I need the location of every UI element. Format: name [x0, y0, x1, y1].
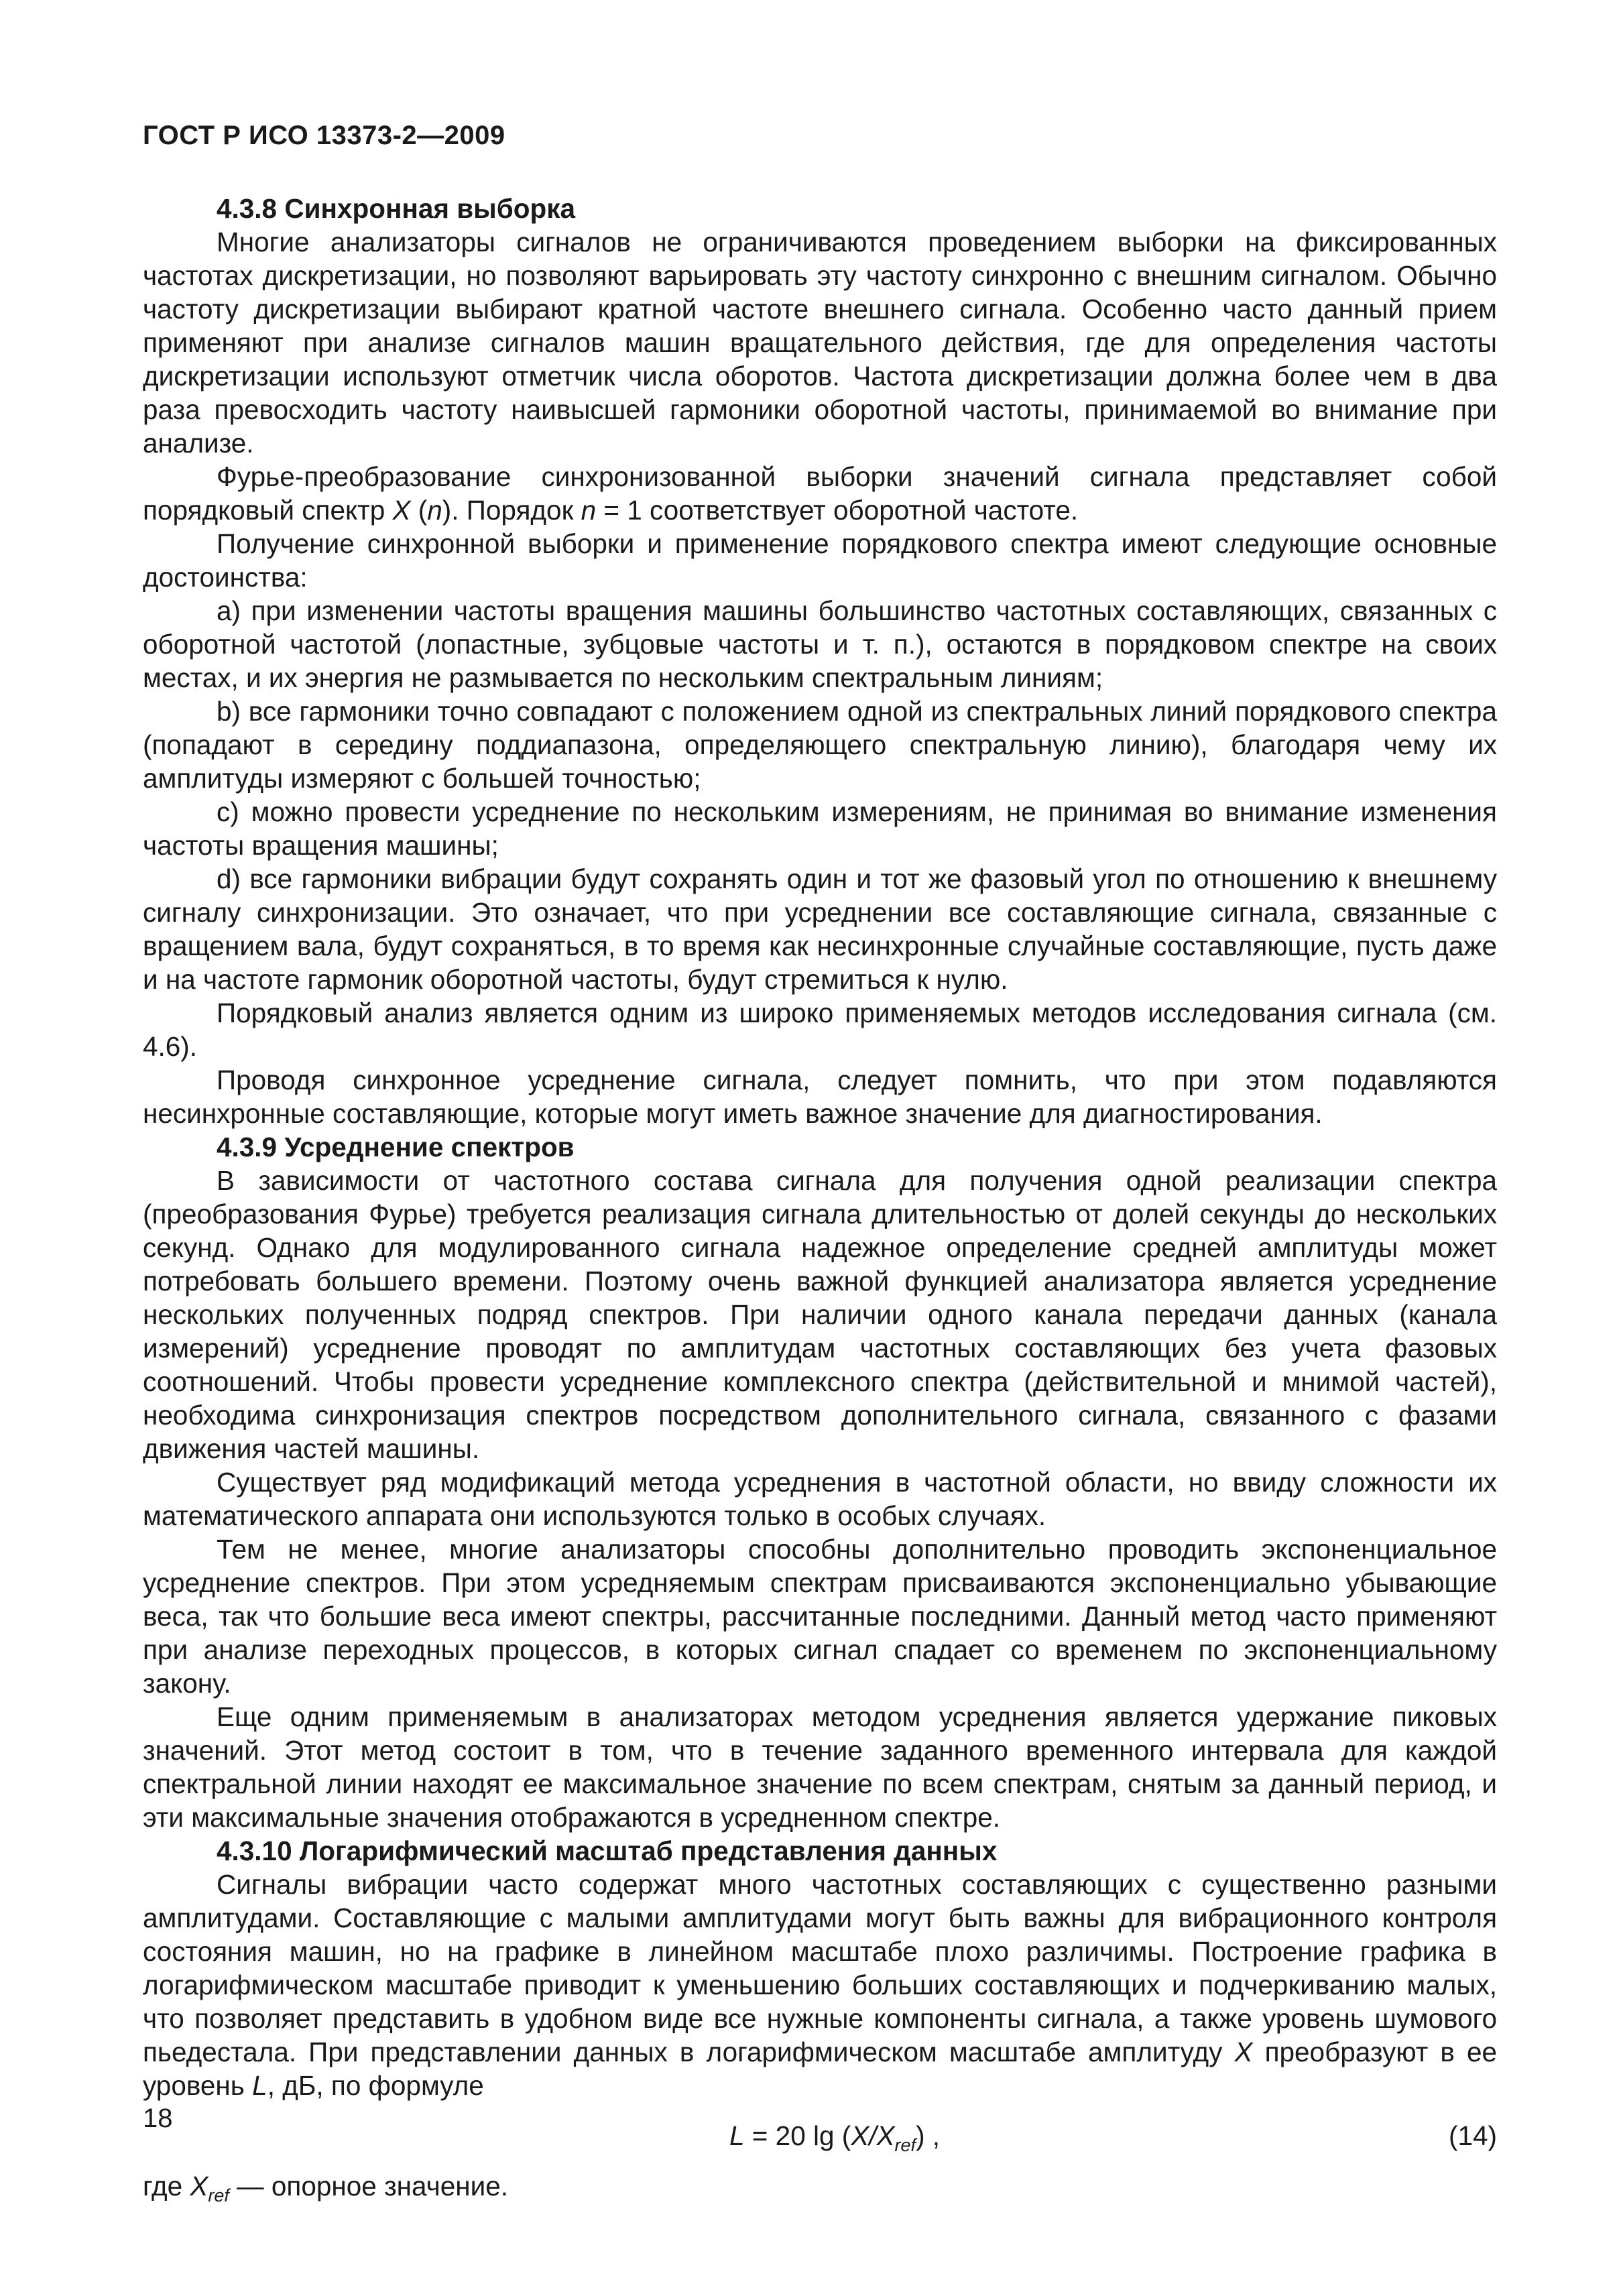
paragraph: Существует ряд модификаций метода усреднения в частотной области, но ввиду сложности их математического аппарата они используются только в особых случаях.	[143, 1467, 1497, 1531]
math-symbol: X	[392, 495, 411, 526]
text-run: Фурье-преобразование синхронизованной выборки значений сигнала представляет собой порядковый спектр	[143, 461, 1497, 526]
text-run: (	[410, 495, 428, 526]
formula-14	[143, 2102, 1497, 2169]
paragraph	[143, 1868, 1497, 2102]
math-symbol: /	[869, 2120, 877, 2151]
math-symbol: X	[190, 2171, 208, 2201]
text-run: = 1 соответствует оборотной частоте.	[596, 495, 1079, 526]
paragraph	[143, 460, 1497, 527]
text-run: где	[143, 2171, 190, 2201]
list-item-b: b) все гармоники точно совпадают с положением одной из спектральных линий порядкового спектра (попадают в середину поддиапазона, определяющего спектральную линию), благодаря чему их амплитуды измеряют с большей точностью;	[143, 696, 1497, 794]
math-subscript: ref	[208, 2185, 229, 2206]
section-title-4-3-8: 4.3.8 Синхронная выборка	[217, 193, 576, 224]
text-run: Сигналы вибрации часто содержат много частотных составляющих с существенно разными амплитудами. Составляющие с малыми амплитудами могут быть важны для вибрационного контроля состояния машин, но на графике в линейном масштабе плохо различимы. Построение графика в логарифмическом масштабе приводит к уменьшению больших составляющих и подчеркиванию малых, что позволяет представить в удобном виде все нужные компоненты сигнала, а также уровень шумового пьедестала. При представлении данных в логарифмическом масштабе амплитуду	[143, 1869, 1497, 2067]
math-symbol: X	[876, 2120, 895, 2151]
paragraph: В зависимости от частотного состава сигнала для получения одной реализации спектра (преобразования Фурье) требуется реализация сигнала длительностью от долей секунды до нескольких секунд. Однако для модулированного сигнала надежное определение средней амплитуды может потребовать большего времени. Поэтому очень важной функцией анализатора является усреднение нескольких полученных подряд спектров. При наличии одного канала передачи данных (канала измерений) усреднение проводят по амплитудам частотных составляющих без учета фазовых соотношений. Чтобы провести усреднение комплексного спектра (действительной и мнимой частей), необходима синхронизация спектров посредством дополнительного сигнала, связанного с фазами движения частей машины.	[143, 1165, 1497, 1464]
paragraph: Порядковый анализ является одним из широко применяемых методов исследования сигнала (см. 4.6).	[143, 998, 1497, 1062]
formula-expression	[729, 2102, 940, 2179]
section-title-4-3-10: 4.3.10 Логарифмический масштаб представления данных	[217, 1835, 998, 1866]
text-run: = 20 lg (	[744, 2120, 851, 2151]
text-run: преобразуют в ее уровень	[143, 2037, 1497, 2101]
paragraph: Проводя синхронное усреднение сигнала, следует помнить, что при этом подавляются несинхронные составляющие, которые могут иметь важное значение для диагностирования.	[143, 1065, 1497, 1129]
paragraph: Многие анализаторы сигналов не ограничиваются проведением выборки на фиксированных частотах дискретизации, но позволяют варьировать эту частоту синхронно с внешним сигналом. Обычно частоту дискретизации выбирают кратной частоте внешнего сигнала. Особенно часто данный прием применяют при анализе сигналов машин вращательного действия, где для определения частоты дискретизации используют отметчик числа оборотов. Частота дискретизации должна более чем в два раза превосходить частоту наивысшей гармоники оборотной частоты, принимаемой во внимание при анализе.	[143, 227, 1497, 459]
page-number: 18	[143, 2104, 173, 2133]
section-title-4-3-9: 4.3.9 Усреднение спектров	[217, 1132, 575, 1162]
formula-number: (14)	[1448, 2120, 1497, 2151]
math-symbol: n	[581, 495, 597, 526]
math-symbol: n	[427, 495, 442, 526]
paragraph: Получение синхронной выборки и применение порядкового спектра имеют следующие основные достоинства:	[143, 528, 1497, 593]
list-item-c: c) можно провести усреднение по нескольким измерениям, не принимая во внимание изменения частоты вращения машины;	[143, 796, 1497, 861]
math-symbol: L	[252, 2070, 267, 2101]
list-item-a: a) при изменении частоты вращения машины большинство частотных составляющих, связанных с оборотной частотой (лопастные, зубцовые частоты и т. п.), остаются в порядковом спектре на своих местах, и их энергия не размывается по нескольким спектральным линиям;	[143, 595, 1497, 693]
text-run: , дБ, по формуле	[267, 2070, 484, 2101]
text-run: ) ,	[916, 2120, 941, 2151]
text-run: — опорное значение.	[229, 2171, 509, 2201]
math-symbol: L	[729, 2120, 745, 2151]
paragraph: Еще одним применяемым в анализаторах методом усреднения является удержание пиковых значений. Этот метод состоит в том, что в течение заданного временного интервала для каждой спектральной линии находят ее максимальное значение по всем спектрам, снятым за данный период, и эти максимальные значения отображаются в усредненном спектре.	[143, 1701, 1497, 1833]
page-content	[143, 192, 1497, 2212]
list-item-d: d) все гармоники вибрации будут сохранять один и тот же фазовый угол по отношению к внешнему сигналу синхронизации. Это означает, что при усреднении все составляющие сигнала, связанные с вращением вала, будут сохраняться, в то время как несинхронные случайные составляющие, пусть даже и на частоте гармоник оборотной частоты, будут стремиться к нулю.	[143, 863, 1497, 995]
standard-header: ГОСТ Р ИСО 13373-2—2009	[143, 121, 505, 150]
text-run: ). Порядок	[442, 495, 581, 526]
math-symbol: X	[1234, 2037, 1253, 2067]
math-subscript: ref	[894, 2135, 916, 2155]
paragraph: Тем не менее, многие анализаторы способны дополнительно проводить экспоненциальное усреднение спектров. При этом усредняемым спектрам присваиваются экспоненциально убывающие веса, так что большие веса имеют спектры, рассчитанные последними. Данный метод часто применяют при анализе переходных процессов, в которых сигнал спадает со временем по экспоненциальному закону.	[143, 1534, 1497, 1699]
math-symbol: X	[851, 2120, 869, 2151]
